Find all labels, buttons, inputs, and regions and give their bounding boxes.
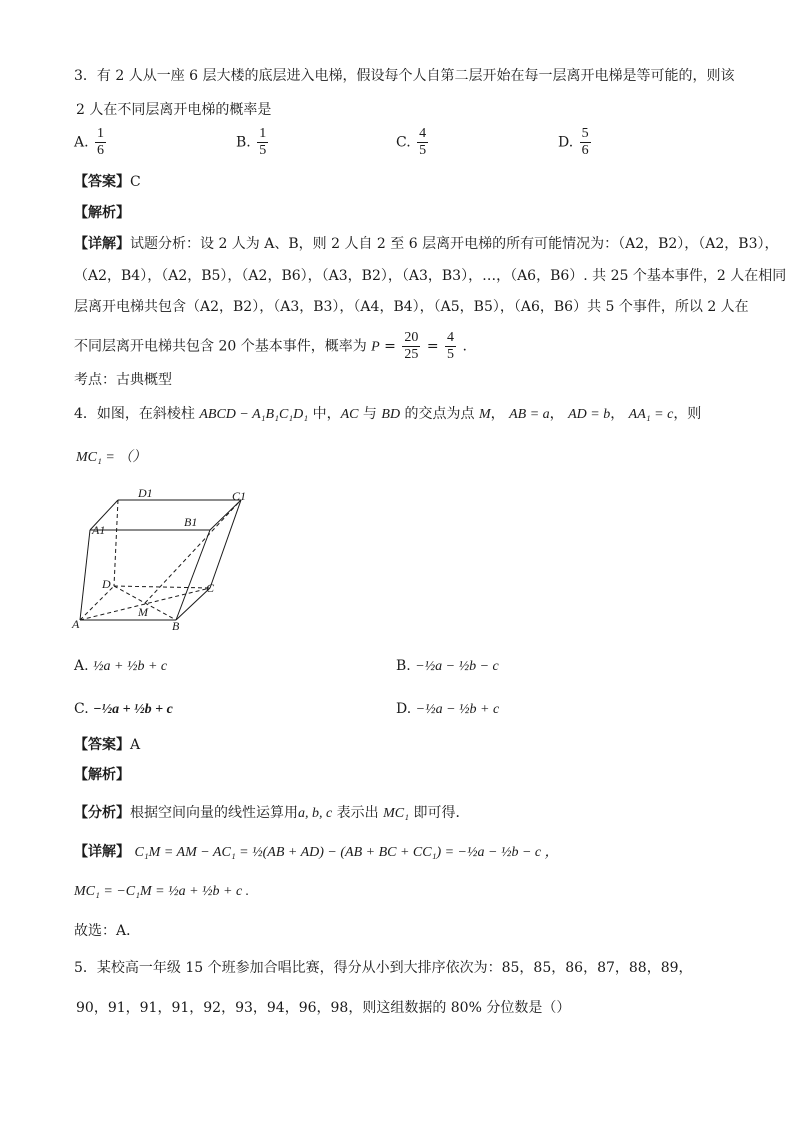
q4-option-b: B. −½a − ½b − c: [396, 658, 499, 674]
q4-answer: 【答案】A: [74, 737, 141, 753]
label-d: D: [102, 577, 111, 591]
fraction: $\frac{4}{5}$: [419, 126, 427, 158]
q3-detail-line2: （A2，B4），（A2，B5），（A2，B6），（A3，B2），（A3，B3），…，（A6，B6）. 共 25 个基本事件，2 人在相同: [74, 268, 787, 284]
q4-option-a: A. ½a + ½b + c: [74, 658, 168, 674]
label-c: C: [206, 581, 215, 595]
fraction: $\frac{1}{5}$: [259, 126, 267, 158]
q5-stem-line1: 5．某校高一年级 15 个班参加合唱比赛，得分从小到大排序依次为：85，85，86，87，88，89，: [74, 960, 693, 976]
q3-answer: 【答案】C: [74, 174, 141, 190]
q5-stem-line2: 90，91，91，91，92，93，94，96，98，则这组数据的 80% 分位数是（）: [76, 1000, 571, 1016]
q3-analysis-heading: 【解析】: [74, 205, 130, 221]
label-b1: B1: [184, 515, 198, 529]
q3-stem-line1: 3．有 2 人从一座 6 层大楼的底层进入电梯，假设每个人自第二层开始在每一层离开电梯是等可能的，则该: [74, 68, 735, 84]
label-b: B: [172, 619, 180, 633]
q4-analysis-heading: 【解析】: [74, 767, 130, 783]
fraction: $\frac{1}{6}$: [97, 126, 105, 158]
q3-stem-line2: 2 人在不同层离开电梯的概率是: [76, 102, 272, 118]
q4-stem-line2: MC₁ = （）: [76, 450, 147, 465]
q3-detail-line3: 层离开电梯共包含（A2，B2），（A3，B3），（A4，B4），（A5，B5），（A6，B6）共 5 个事件，所以 2 人在: [74, 299, 749, 315]
q4-choose: 故选：A．: [74, 923, 141, 939]
label-a1: A1: [92, 523, 106, 537]
fraction: $\frac{5}{6}$: [581, 126, 589, 158]
q4-detail-line2: MC₁ = −C₁M = ½a + ½b + c .: [74, 884, 250, 899]
q4-fenxi: 【分析】根据空间向量的线性运算用a, b, c 表示出 MC₁ 即可得．: [74, 805, 470, 821]
parallelepiped-figure: [70, 484, 250, 634]
q3-detail-line1: 【详解】试题分析：设 2 人为 A、B，则 2 人自 2 至 6 层离开电梯的所有可能情况为：（A2，B2），（A2，B3），: [74, 236, 779, 252]
q3-detail-line4: 不同层离开电梯共包含 20 个基本事件，概率为 P = $\frac{20}{25}$ = $\frac{4}{5}$ .: [74, 330, 467, 362]
label-a: A: [72, 617, 80, 631]
label-c1: C1: [232, 489, 247, 503]
label-m: M: [138, 605, 148, 619]
q3-option-b: B. $\frac{1}{5}$: [236, 126, 267, 158]
q4-stem-line1: 4．如图，在斜棱柱 ABCD − A₁B₁C₁D₁ 中，AC 与 BD 的交点为点 M， AB = a， AD = b， AA₁ = c，则: [74, 406, 702, 422]
q3-option-a: A. $\frac{1}{6}$: [74, 126, 105, 158]
q4-option-c: C. −½a + ½b + c: [74, 701, 173, 717]
q4-option-d: D. −½a − ½b + c: [396, 701, 500, 717]
q3-option-d: D. $\frac{5}{6}$: [558, 126, 589, 158]
q4-detail-line1: 【详解】 C₁M = AM − AC₁ = ½(AB + AD) − (AB + BC + CC₁) = −½a − ½b − c ，: [74, 844, 559, 860]
label-d1: D1: [138, 486, 153, 500]
q3-kaodian: 考点：古典概型: [74, 372, 172, 388]
q3-option-c: C. $\frac{4}{5}$: [396, 126, 427, 158]
